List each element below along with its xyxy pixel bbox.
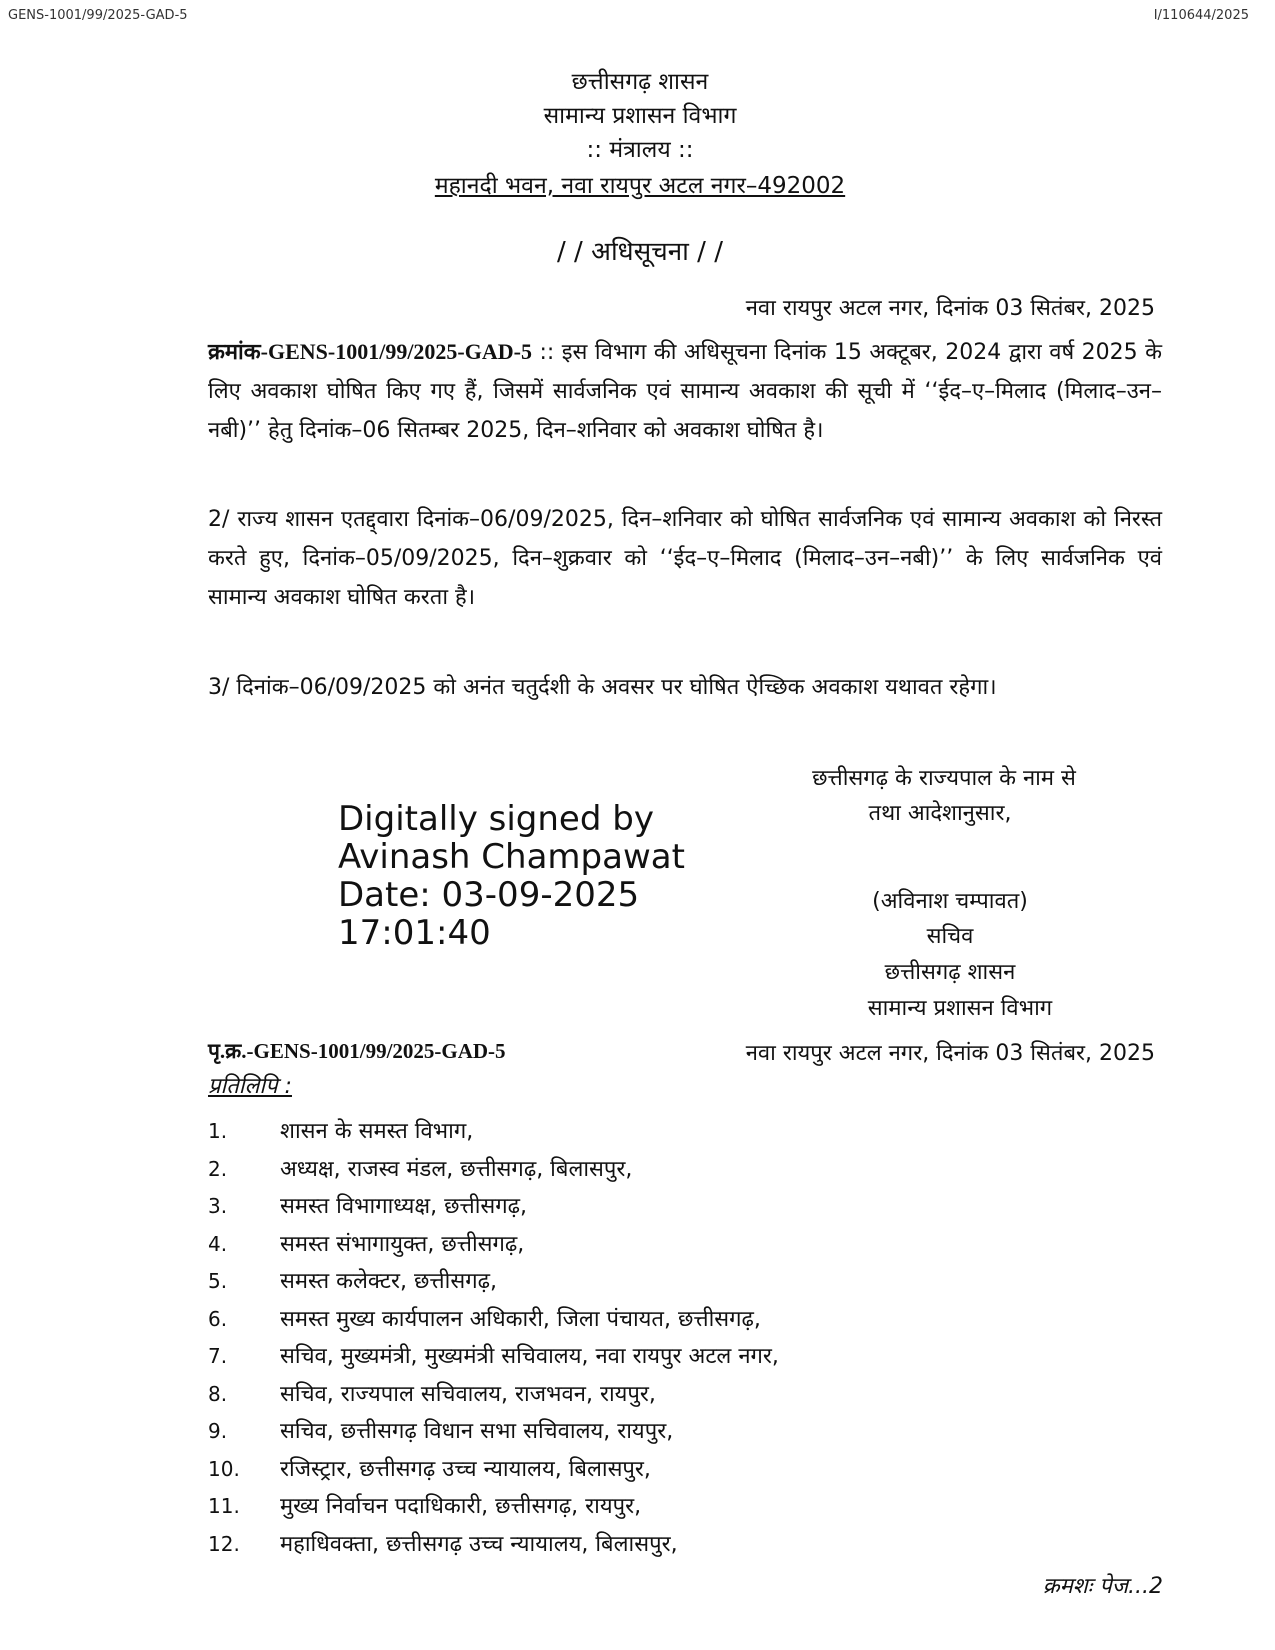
paragraph-2: 2/ राज्य शासन एतद्द्वारा दिनांक–06/09/2025, दिन–शनिवार को घोषित सार्वजनिक एवं सामान्य अवकाश को निरस्त करते हुए, दिनांक–05/09/2025, दिन–शुक्रवार को ‘‘ईद–ए–मिलाद (मिलाद–उन–नबी)’’ के लिए सार्वजनिक एवं सामान्य अवकाश घोषित करता है। <box>208 507 1162 610</box>
list-item: 8. सचिव, राज्यपाल सचिवालय, राजभवन, रायपुर, <box>208 1381 656 1407</box>
paragraph-3: 3/ दिनांक–06/09/2025 को अनंत चतुर्दशी के अवसर पर घोषित ऐच्छिक अवकाश यथावत रहेगा। <box>208 675 997 700</box>
list-item: 7. सचिव, मुख्यमंत्री, मुख्यमंत्री सचिवालय, नवा रायपुर अटल नगर, <box>208 1344 779 1369</box>
copy-recipient-list <box>208 1113 779 1563</box>
digital-signature-line-3: Date: 03-09-2025 <box>338 875 640 915</box>
digital-signature-line-2: Avinash Champawat <box>338 837 685 877</box>
list-item: 2. अध्यक्ष, राजस्व मंडल, छत्तीसगढ़, बिलासपुर, <box>208 1156 633 1182</box>
department-name: सामान्य प्रशासन विभाग <box>543 103 737 129</box>
signatory-govt: छत्तीसगढ़ शासन <box>884 960 1016 985</box>
signatory-designation: सचिव <box>926 924 974 949</box>
list-item: 4. समस्त संभागायुक्त, छत्तीसगढ़, <box>208 1231 525 1257</box>
paragraph-1 <box>208 332 1162 450</box>
signature-order-line-1: छत्तीसगढ़ के राज्यपाल के नाम से <box>812 766 1076 791</box>
list-item: 5. समस्त कलेक्टर, छत्तीसगढ़, <box>208 1269 497 1294</box>
header-right-reference: I/110644/2025 <box>1153 8 1249 23</box>
endorsement-reference: पृ.क्र.-GENS-1001/99/2025-GAD-5 <box>208 1039 506 1063</box>
office-address: महानदी भवन, नवा रायपुर अटल नगर–492002 <box>434 173 846 199</box>
list-item: 9. सचिव, छत्तीसगढ़ विधान सभा सचिवालय, रायपुर, <box>208 1419 674 1444</box>
signatory-department: सामान्य प्रशासन विभाग <box>867 996 1053 1021</box>
signature-order-line-2: तथा आदेशानुसार, <box>868 801 1012 826</box>
notification-date: नवा रायपुर अटल नगर, दिनांक 03 सितंबर, 2025 <box>745 296 1155 321</box>
ministry-label: :: मंत्रालय :: <box>586 137 694 163</box>
digital-signature-line-4: 17:01:40 <box>338 913 491 953</box>
endorsement-date: नवा रायपुर अटल नगर, दिनांक 03 सितंबर, 2025 <box>745 1041 1155 1066</box>
order-reference: क्रमांक-GENS-1001/99/2025-GAD-5 <box>208 339 532 364</box>
list-item: 6. समस्त मुख्य कार्यपालन अधिकारी, जिला पंचायत, छत्तीसगढ़, <box>208 1306 761 1332</box>
list-item: 12. महाधिवक्ता, छत्तीसगढ़ उच्च न्यायालय, बिलासपुर, <box>208 1531 678 1557</box>
header-left-reference: GENS-1001/99/2025-GAD-5 <box>8 8 188 23</box>
copy-to-title: प्रतिलिपि : <box>208 1074 292 1099</box>
list-item: 1. शासन के समस्त विभाग, <box>208 1119 474 1144</box>
list-item: 11. मुख्य निर्वाचन पदाधिकारी, छत्तीसगढ़, रायपुर, <box>208 1494 642 1519</box>
digital-signature <box>338 800 685 952</box>
list-item: 10. रजिस्ट्रार, छत्तीसगढ़ उच्च न्यायालय, बिलासपुर, <box>208 1456 651 1482</box>
notification-title: / / अधिसूचना / / <box>557 237 723 267</box>
continuation-note: क्रमशः पेज...2 <box>1042 1574 1163 1599</box>
govt-name: छत्तीसगढ़ शासन <box>571 69 709 95</box>
signatory-name: (अविनाश चम्पावत) <box>872 889 1028 914</box>
paragraph-1-text: :: इस विभाग की अधिसूचना दिनांक 15 अक्टूबर, 2024 द्वारा वर्ष 2025 के लिए अवकाश घोषित किए गए हैं, जिसमें सार्वजनिक एवं सामान्य अवकाश की सूची में ‘‘ईद–ए–मिलाद (मिलाद–उन–नबी)’’ हेतु दिनांक–06 सितम्बर 2025, दिन–शनिवार को अवकाश घोषित है। <box>208 340 1162 443</box>
list-item: 3. समस्त विभागाध्यक्ष, छत्तीसगढ़, <box>208 1194 528 1219</box>
digital-signature-line-1: Digitally signed by <box>338 799 654 839</box>
